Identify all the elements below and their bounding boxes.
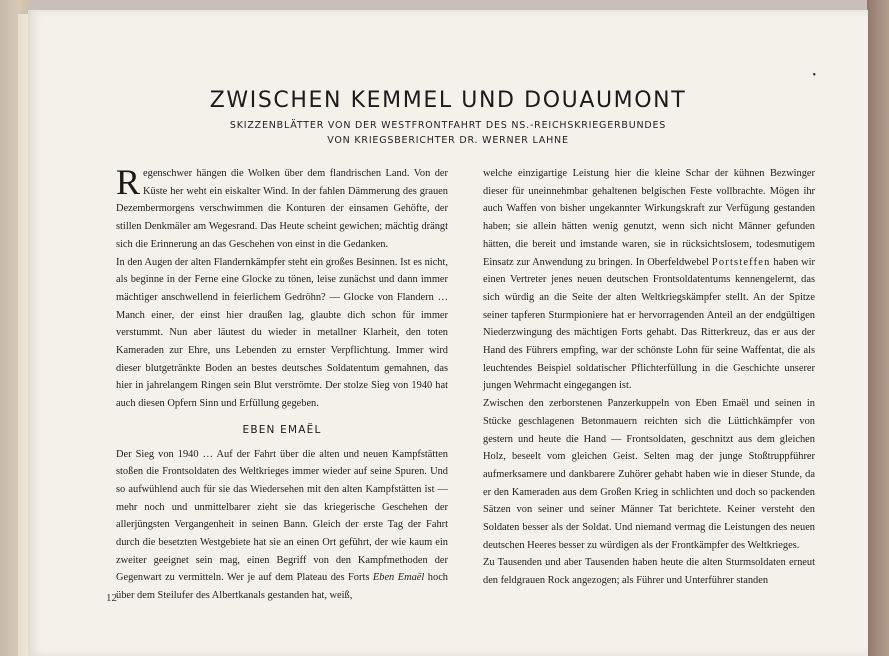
paragraph-text: egenschwer hängen die Wolken über dem flandrischen Land. Von der Küste her weht ein eiskalter Wind. In der fahlen Dämmerung des grauen Dezembermorgens verschwimmen die Konturen der einsamen Gehöfte, der stillen Denkmäler am Wegesrand. Das Heute scheint gewichen; mächtig drängt sich die Erinnerung an das Geschehen von einst in die Gedanken. (116, 168, 448, 250)
paragraph (116, 446, 448, 605)
section-heading: EBEN EMAËL (242, 423, 322, 436)
article-subtitle: SKIZZENBLÄTTER VON DER WESTFRONTFAHRT DES NS.-REICHSKRIEGERBUNDES (229, 120, 667, 131)
drop-cap: R (116, 162, 141, 202)
page-number: 12 (106, 592, 117, 604)
paragraph-text: haben wir einen Vertreter jenes neuen deutschen Frontsoldatentums kennengelernt, das sich würdig an die Seite der alten Weltkriegskämpfer stellt. An der Spitze seiner tapferen Sturmpioniere hat er hervorragenden Anteil an der endgültigen Niederzwingung des mächtigen Forts gehabt. Das Ritterkreuz, das er aus der Hand des Führers empfing, war der schönste Lohn für seine Waffentat, die als leuchtendes Beispiel soldatischer Pflichterfüllung in die Geschichte unserer jungen Wehrmacht eingegangen ist. (483, 256, 815, 392)
paragraph: In den Augen der alten Flandernkämpfer steht ein großes Besinnen. Ist es nicht, als beginne in der Ferne eine Glocke zu tönen, leise zunächst und dann immer mächtiger anschwellend in feierlichem Gedröhn? — Glocke von Flandern … Manch einer, der einst hier draußen lag, glaubte dich schon für immer verstummt. Nun aber läutest du wieder in metallner Klarheit, den toten Kameraden zur Ehre, uns Lebenden zu ernster Verpflichtung. Immer wird dieser blutgetränkte Boden an bestes deutsches Soldatentum gemahnen, das hier in jahrelangem Ringen sein Blut verströmte. Der stolze Sieg von 1940 hat auch diesen Opfern Sinn und Erfüllung gegeben. (116, 256, 448, 410)
paragraph: Zu Tausenden und aber Tausenden haben heute die alten Sturmsoldaten erneut den feldgrauen Rock angezogen; als Führer und Unterführer standen (483, 557, 815, 587)
paragraph-text: welche einzigartige Leistung hier die kleine Schar der kühnen Bezwinger dieser für uneinnehmbar gehaltenen belgischen Feste vollbrachte. Mögen ihr auch Waffen von bisher ungekannter Wirkungskraft zur Verfügung gestanden haben; sie allein hätten wenig genutzt, wenn sich nicht Männer gefunden hätten, die bereit und imstande waren, sie in rücksichtslosem, todesmutigem Einsatz zur Anwendung zu bringen. In Oberfeldwebel (483, 168, 815, 268)
paragraph (483, 165, 815, 395)
spaced-name: Portsteffen (711, 256, 771, 268)
page-mark: • (812, 70, 816, 81)
text-column-left (116, 162, 448, 605)
paragraph (116, 162, 448, 254)
book-page (28, 10, 868, 656)
paragraph: Zwischen den zerborstenen Panzerkuppeln von Eben Emaël und seinen in Stücke geschlagenen Betonmauern reichten sich die Lüttichkämpfer von gestern und heute die Hand — Frontsoldaten, geschnitzt aus dem gleichen Holz, beseelt vom gleichen Geist. Selten mag der junge Stoßtruppführer aufmerksamere und dankbarere Zuhörer gehabt haben wie in dieser Stunde, da er den Kameraden aus dem Großen Krieg in schlichten und doch so packenden Sätzen von seiner und seiner Männer Tat berichtete. Keiner versteht den Soldaten besser als der Soldat. Und niemand vermag die Leistungen des neuen deutschen Heeres besser zu würdigen als der Frontkämpfer des Weltkrieges. (483, 398, 815, 551)
paragraph-text: Der Sieg von 1940 … Auf der Fahrt über die alten und neuen Kampfstätten stoßen die Frontsoldaten des Weltkrieges immer wieder auf seine Spuren. Und so aufwühlend auch für sie das Wiedersehen mit den alten Kampfstätten ist — mehr noch und unmittelbarer zieht sie das kriegerische Geschehen der allerjüngsten Vergangenheit in seinen Bann. Gleich der erste Tag der Fahrt durch die besetzten Westgebiete hat sie an einen Ort geführt, der wie kaum ein zweiter geeignet sein mag, einen Begriff von den Kampfmethoden der Gegenwart zu vermitteln. Wer je auf dem Plateau des Forts (116, 448, 448, 584)
article-title: ZWISCHEN KEMMEL UND DOUAUMONT (209, 88, 687, 113)
book-cover-right (867, 0, 889, 656)
italic-place-name: Eben Emaël (372, 572, 425, 584)
paragraph-text: hoch über dem Steilufer des Albertkanals gestanden hat, weiß, (116, 572, 448, 602)
text-column-right (483, 165, 815, 590)
article-byline: VON KRIEGSBERICHTER DR. WERNER LAHNE (327, 135, 569, 146)
